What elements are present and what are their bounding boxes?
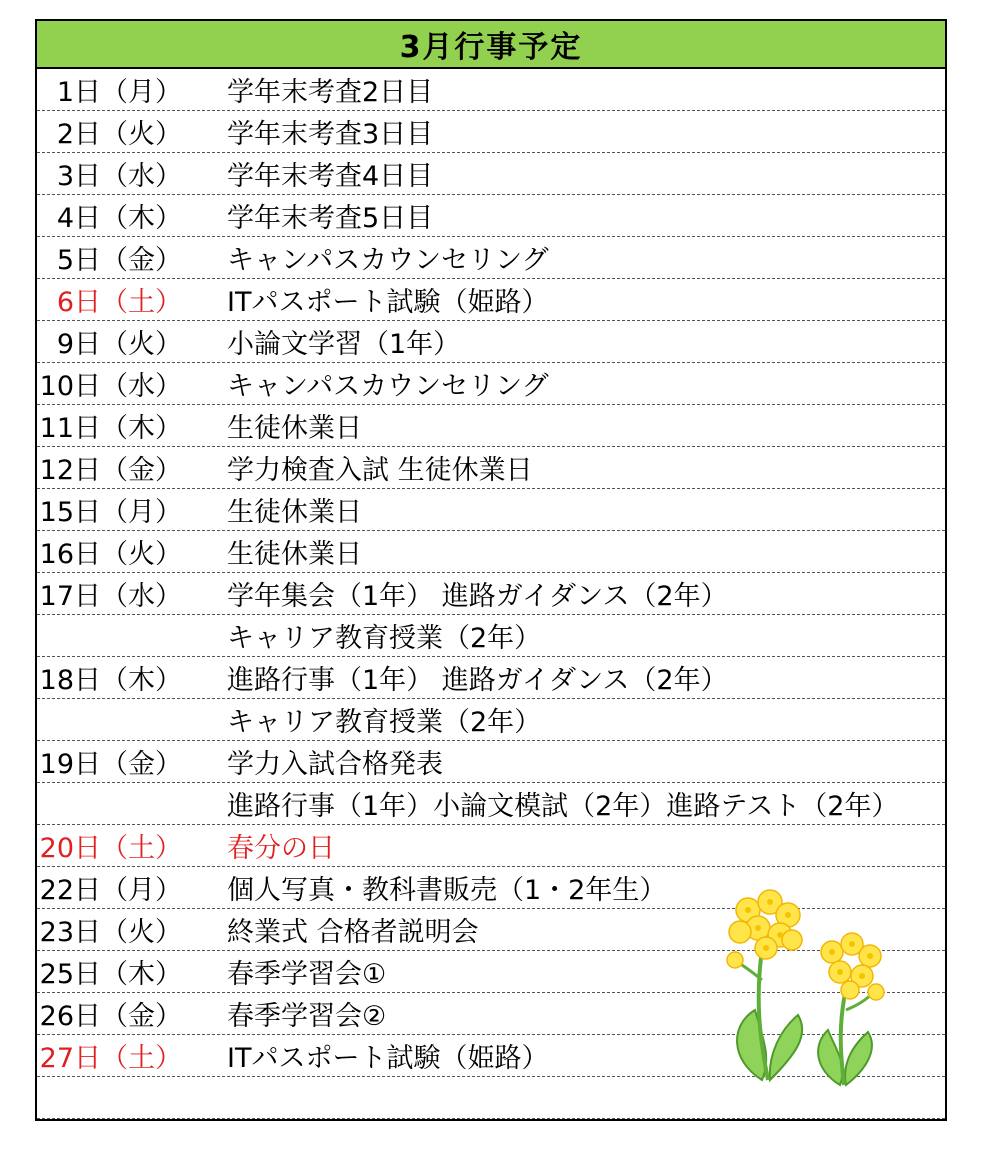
schedule-row [37,531,945,573]
row-event: 学年末考査4日目 [227,161,434,192]
row-event: キャリア教育授業（2年） [227,707,542,738]
row-date: 2日（火） [56,119,182,150]
row-event: ITパスポート試験（姫路） [227,287,549,318]
row-event: 学年集会（1年） 進路ガイダンス（2年） [227,581,728,612]
row-date: 4日（木） [56,203,182,234]
row-date: 23日（火） [39,917,182,948]
schedule-row [37,573,945,615]
row-event: 学年末考査2日目 [227,77,434,108]
row-date: 18日（木） [39,665,182,696]
row-date: 9日（火） [56,329,182,360]
row-date: 22日（月） [39,875,182,906]
row-date: 6日（土） [56,287,182,318]
row-date: 27日（土） [39,1043,182,1074]
row-date: 16日（火） [39,539,182,570]
schedule-row [37,363,945,405]
schedule-row [37,489,945,531]
schedule-row [37,111,945,153]
row-date: 3日（水） [56,161,182,192]
schedule-row [37,447,945,489]
schedule-row [37,783,945,825]
row-date: 17日（水） [39,581,182,612]
row-event: 小論文学習（1年） [227,329,461,360]
row-date: 5日（金） [56,245,182,276]
row-event: 学年末考査3日目 [227,119,434,150]
schedule-title: 3月行事予定 [37,21,945,69]
row-event: 生徒休業日 [227,497,362,528]
row-event: 生徒休業日 [227,413,362,444]
row-event: 春季学習会② [227,1001,387,1032]
row-date: 15日（月） [39,497,182,528]
row-event: 進路行事（1年） 進路ガイダンス（2年） [227,665,728,696]
row-event: 生徒休業日 [227,539,362,570]
row-event: キャンパスカウンセリング [227,371,549,402]
row-date: 12日（金） [39,455,182,486]
row-event: 個人写真・教科書販売（1・2年生） [227,875,667,906]
schedule-row [37,69,945,111]
row-date: 10日（水） [39,371,182,402]
row-date: 1日（月） [56,77,182,108]
schedule-row [37,237,945,279]
schedule-row [37,741,945,783]
row-event: 春季学習会① [227,959,387,990]
row-date: 25日（木） [39,959,182,990]
schedule-row [37,405,945,447]
row-event: 学力入試合格発表 [227,749,443,780]
schedule-row [37,615,945,657]
schedule-row [37,699,945,741]
row-date: 19日（金） [39,749,182,780]
row-date: 26日（金） [39,1001,182,1032]
rapeseed-flowers-icon [700,860,910,1100]
row-event: 学年末考査5日目 [227,203,434,234]
row-event: 進路行事（1年）小論文模試（2年）進路テスト（2年） [227,791,899,822]
schedule-row [37,279,945,321]
row-event: 学力検査入試 生徒休業日 [227,455,533,486]
row-event: キャリア教育授業（2年） [227,623,542,654]
schedule-row [37,321,945,363]
row-event: ITパスポート試験（姫路） [227,1043,549,1074]
row-event: キャンパスカウンセリング [227,245,549,276]
schedule-row [37,657,945,699]
row-date: 20日（土） [39,833,182,864]
schedule-row [37,153,945,195]
row-event: 終業式 合格者説明会 [227,917,479,948]
row-event: 春分の日 [227,833,335,864]
row-date: 11日（木） [39,413,182,444]
schedule-row [37,195,945,237]
